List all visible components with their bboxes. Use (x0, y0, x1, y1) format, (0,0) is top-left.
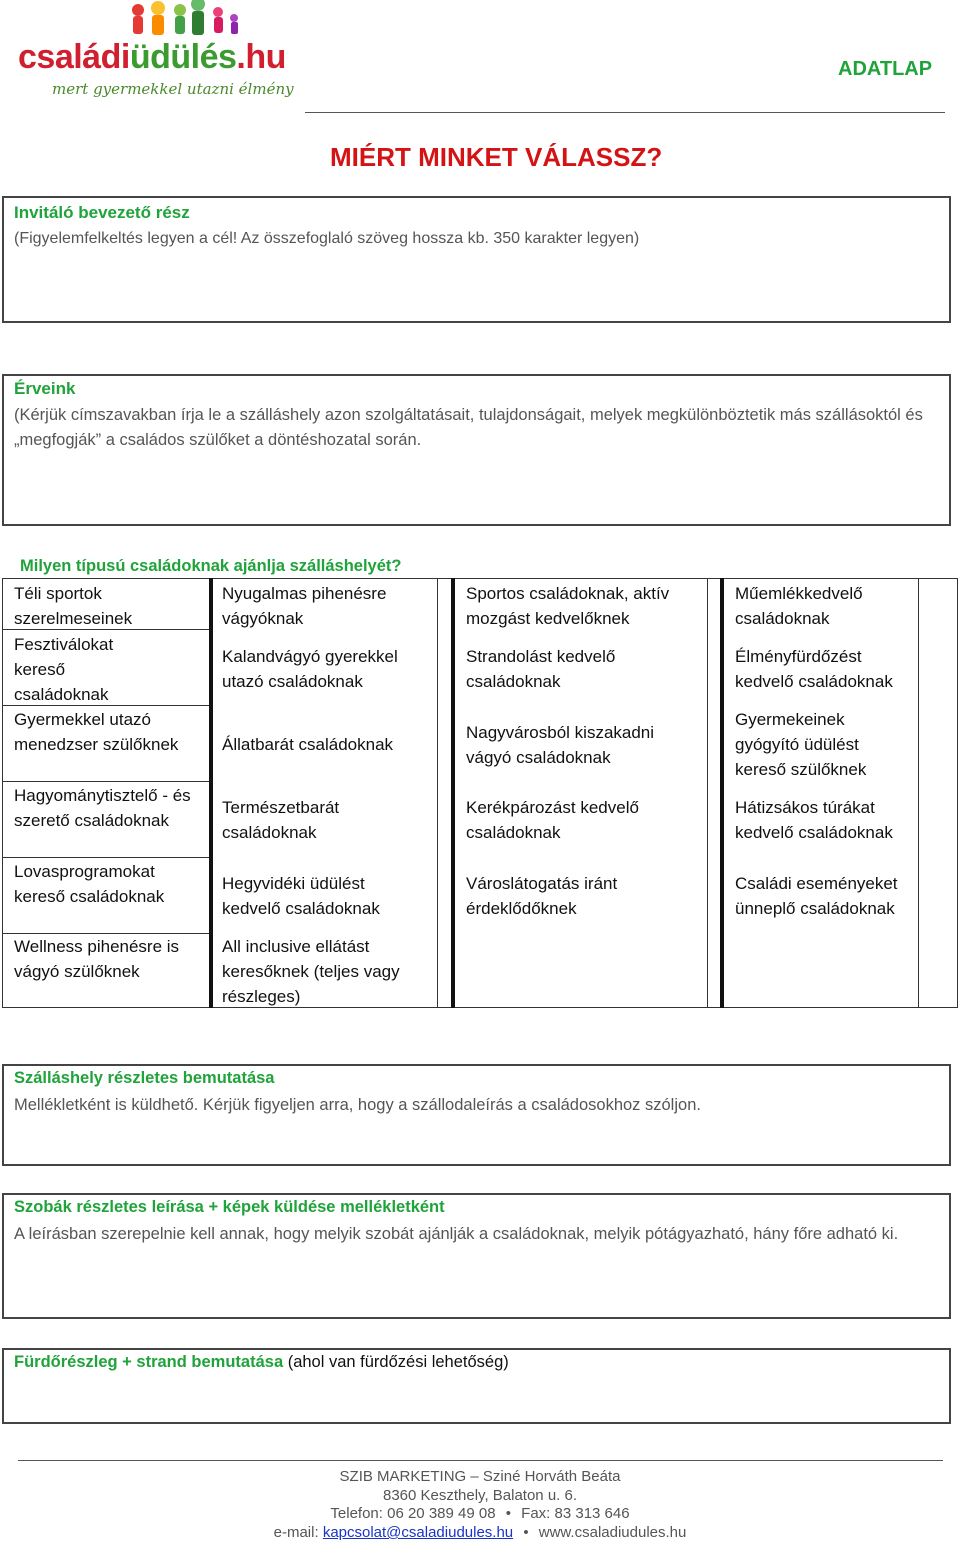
intro-title: Invitáló bevezető rész (14, 203, 190, 222)
table-col-divider (707, 578, 708, 1008)
family-type-col3-5: Városlátogatás iránt érdeklődőknek (466, 874, 618, 918)
family-type-col3-2: Strandolást kedvelő családoknak (466, 647, 616, 691)
footer-divider (18, 1460, 943, 1461)
footer-fax: Fax: 83 313 646 (521, 1505, 630, 1522)
logo-part-1: családi (18, 38, 130, 76)
family-type-col2-3: Állatbarát családoknak (222, 735, 394, 754)
footer-web-link[interactable]: www.csaladiudules.hu (538, 1524, 687, 1541)
family-type-col2-2: Kalandvágyó gyerekkel utazó családoknak (222, 647, 398, 691)
family-type-col1-4: Hagyománytisztelő - és szerető családoknak (14, 786, 191, 830)
footer-phone-line (0, 1504, 960, 1523)
rooms-subtitle: A leírásban szerepelnie kell annak, hogy melyik szobát ajánlják a családoknak, melyik pótágyazható, hány főre adható ki. (14, 1225, 899, 1243)
family-type-col2-4: Természetbarát családoknak (222, 798, 340, 842)
family-type-col1-5: Lovasprogramokat kereső családoknak (14, 862, 165, 906)
family-type-col1-3: Gyermekkel utazó menedzser szülőknek (14, 710, 179, 754)
rooms-title: Szobák részletes leírása + képek küldése mellékletként (14, 1198, 445, 1216)
bullet-icon: • (523, 1524, 529, 1541)
details-title: Szálláshely részletes bemutatása (14, 1069, 275, 1087)
table-col-divider (720, 578, 724, 1008)
logo-part-3: .hu (236, 38, 286, 76)
table-border-bottom (2, 1007, 958, 1008)
arguments-title: Érveink (14, 379, 76, 398)
table-col-divider (451, 578, 455, 1008)
table-border-top (2, 578, 958, 579)
page-title: MIÉRT MINKET VÁLASSZ? (330, 142, 663, 172)
bath-box[interactable] (2, 1348, 951, 1424)
family-types-table (2, 578, 958, 1008)
footer-contact-line (0, 1523, 960, 1542)
footer-phone: Telefon: 06 20 389 49 08 (330, 1505, 496, 1522)
family-type-col4-3: Gyermekeinek gyógyító üdülést kereső szülőknek (735, 710, 867, 779)
bath-title: Fürdőrészleg + strand bemutatása (14, 1353, 284, 1371)
family-type-col1-2: Fesztiválokat kereső családoknak (14, 635, 114, 704)
bath-subtitle: (ahol van fürdőzési lehetőség) (283, 1353, 509, 1371)
family-type-col1-1: Téli sportok szerelmeseinek (14, 584, 133, 628)
details-box[interactable] (2, 1064, 951, 1166)
table-row-divider (2, 781, 209, 782)
table-col-divider (209, 578, 213, 1008)
family-type-col3-3: Nagyvárosból kiszakadni vágyó családoknak (466, 723, 655, 767)
intro-box[interactable] (2, 196, 951, 323)
doc-label: ADATLAP (838, 58, 933, 80)
table-col-divider (437, 578, 438, 1008)
family-type-col4-1: Műemlékkedvelő családoknak (735, 584, 863, 628)
logo-text (18, 38, 286, 77)
family-type-col4-4: Hátizsákos túrákat kedvelő családoknak (735, 798, 893, 842)
table-border-right (957, 578, 958, 1008)
family-type-col4-5: Családi eseményeket ünneplő családoknak (735, 874, 898, 918)
footer-company: SZIB MARKETING – Sziné Horváth Beáta (339, 1468, 621, 1485)
footer-email-link[interactable]: kapcsolat@csaladiudules.hu (322, 1524, 514, 1541)
arguments-box[interactable] (2, 374, 951, 526)
table-row-divider (2, 857, 209, 858)
tagline: mert gyermekkel utazni élmény (52, 80, 294, 98)
family-type-col2-6: All inclusive ellátást keresőknek (teljes vagy részleges) (222, 937, 400, 1006)
logo-part-2: üdülés (129, 38, 237, 76)
family-type-col3-1: Sportos családoknak, aktív mozgást kedvelőknek (466, 584, 670, 628)
rooms-box[interactable] (2, 1193, 951, 1319)
details-subtitle: Mellékletként is küldhető. Kérjük figyeljen arra, hogy a szállodaleírás a családosokhoz szóljon. (14, 1096, 701, 1114)
footer-address: 8360 Keszthely, Balaton u. 6. (382, 1487, 578, 1504)
family-type-col3-4: Kerékpározást kedvelő családoknak (466, 798, 639, 842)
bullet-icon: • (505, 1505, 511, 1522)
family-figures-icon (118, 0, 418, 40)
family-type-col4-2: Élményfürdőzést kedvelő családoknak (735, 647, 893, 691)
table-border-left (2, 578, 3, 1008)
family-types-title: Milyen típusú családoknak ajánlja szálláshelyét? (20, 557, 402, 575)
header-divider (305, 112, 945, 113)
family-type-col2-1: Nyugalmas pihenésre vágyóknak (222, 584, 387, 628)
table-col-divider (918, 578, 919, 1008)
intro-subtitle: (Figyelemfelkeltés legyen a cél! Az összefoglaló szöveg hossza kb. 350 karakter legyen) (14, 230, 640, 247)
bath-heading (14, 1353, 509, 1372)
footer-email-label: e-mail: (273, 1524, 323, 1541)
family-type-col1-6: Wellness pihenésre is vágyó szülőknek (14, 937, 180, 981)
arguments-subtitle: (Kérjük címszavakban írja le a szálláshely azon szolgáltatásait, tulajdonságait, melyek megkülönböztetik más szállásoktól és „megfogják” a családos szülőket a döntéshozatal során. (14, 406, 923, 449)
family-type-col2-5: Hegyvidéki üdülést kedvelő családoknak (222, 874, 380, 918)
